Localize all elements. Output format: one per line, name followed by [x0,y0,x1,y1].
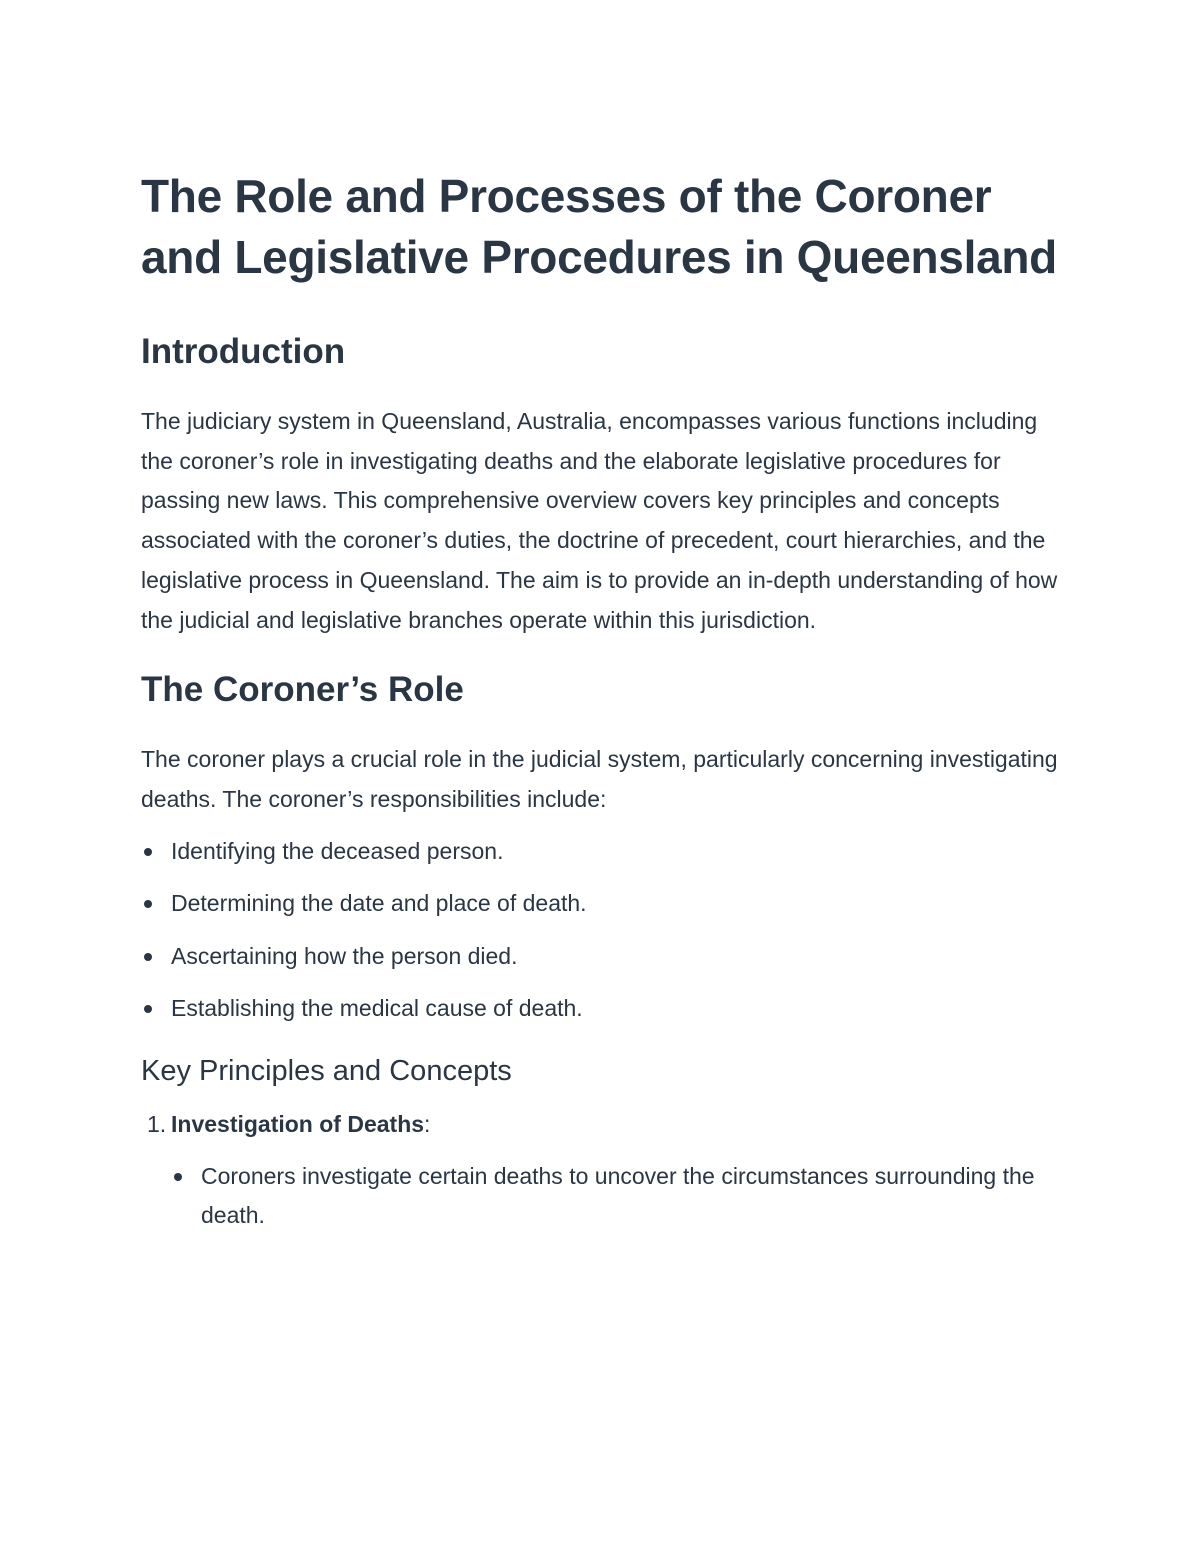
bullet-icon [174,1173,182,1181]
list-item [141,989,1071,1029]
list-item-text: Determining the date and place of death. [171,890,587,917]
list-item-text: Ascertaining how the person died. [171,942,518,969]
principle-points [171,1157,1071,1236]
bullet-icon [144,1005,152,1013]
principle-item [141,1105,1071,1236]
list-item-text: Coroners investigate certain deaths to uncover the circumstances surrounding the death. [201,1162,1035,1229]
coroner-role-paragraph: The coroner plays a crucial role in the judicial system, particularly concerning investigating deaths. The coroner’s responsibilities include: [141,746,1058,812]
document-page [141,166,1071,1236]
list-item [141,884,1071,924]
list-item-text: Establishing the medical cause of death. [171,995,583,1022]
bullet-icon [144,953,152,961]
responsibilities-list [141,832,1071,1029]
list-item [141,937,1071,977]
coroner-role-heading: The Coroner’s Role [141,670,464,710]
principle-title-colon: : [424,1110,431,1137]
key-principles-heading: Key Principles and Concepts [141,1054,512,1087]
list-item-text: Identifying the deceased person. [171,837,504,864]
principles-list [141,1105,1071,1236]
document-title: The Role and Processes of the Coroner and Legislative Procedures in Queensland [141,170,1057,283]
list-item [141,832,1071,872]
introduction-paragraph: The judiciary system in Queensland, Australia, encompasses various functions including the coroner’s role in investigating deaths and the elaborate legislative procedures for passing new laws. This comprehensive overview covers key principles and concepts associated with the coroner’s duties, the doctrine of precedent, court hierarchies, and the legislative process in Queensland. The aim is to provide an in-depth understanding of how the judicial and legislative branches operate within this jurisdiction. [141,408,1058,633]
introduction-heading: Introduction [141,332,346,371]
bullet-icon [144,900,152,908]
bullet-icon [144,848,152,856]
principle-number: 1. [147,1110,167,1137]
principle-title: Investigation of Deaths [171,1110,425,1137]
list-item [171,1157,1071,1236]
